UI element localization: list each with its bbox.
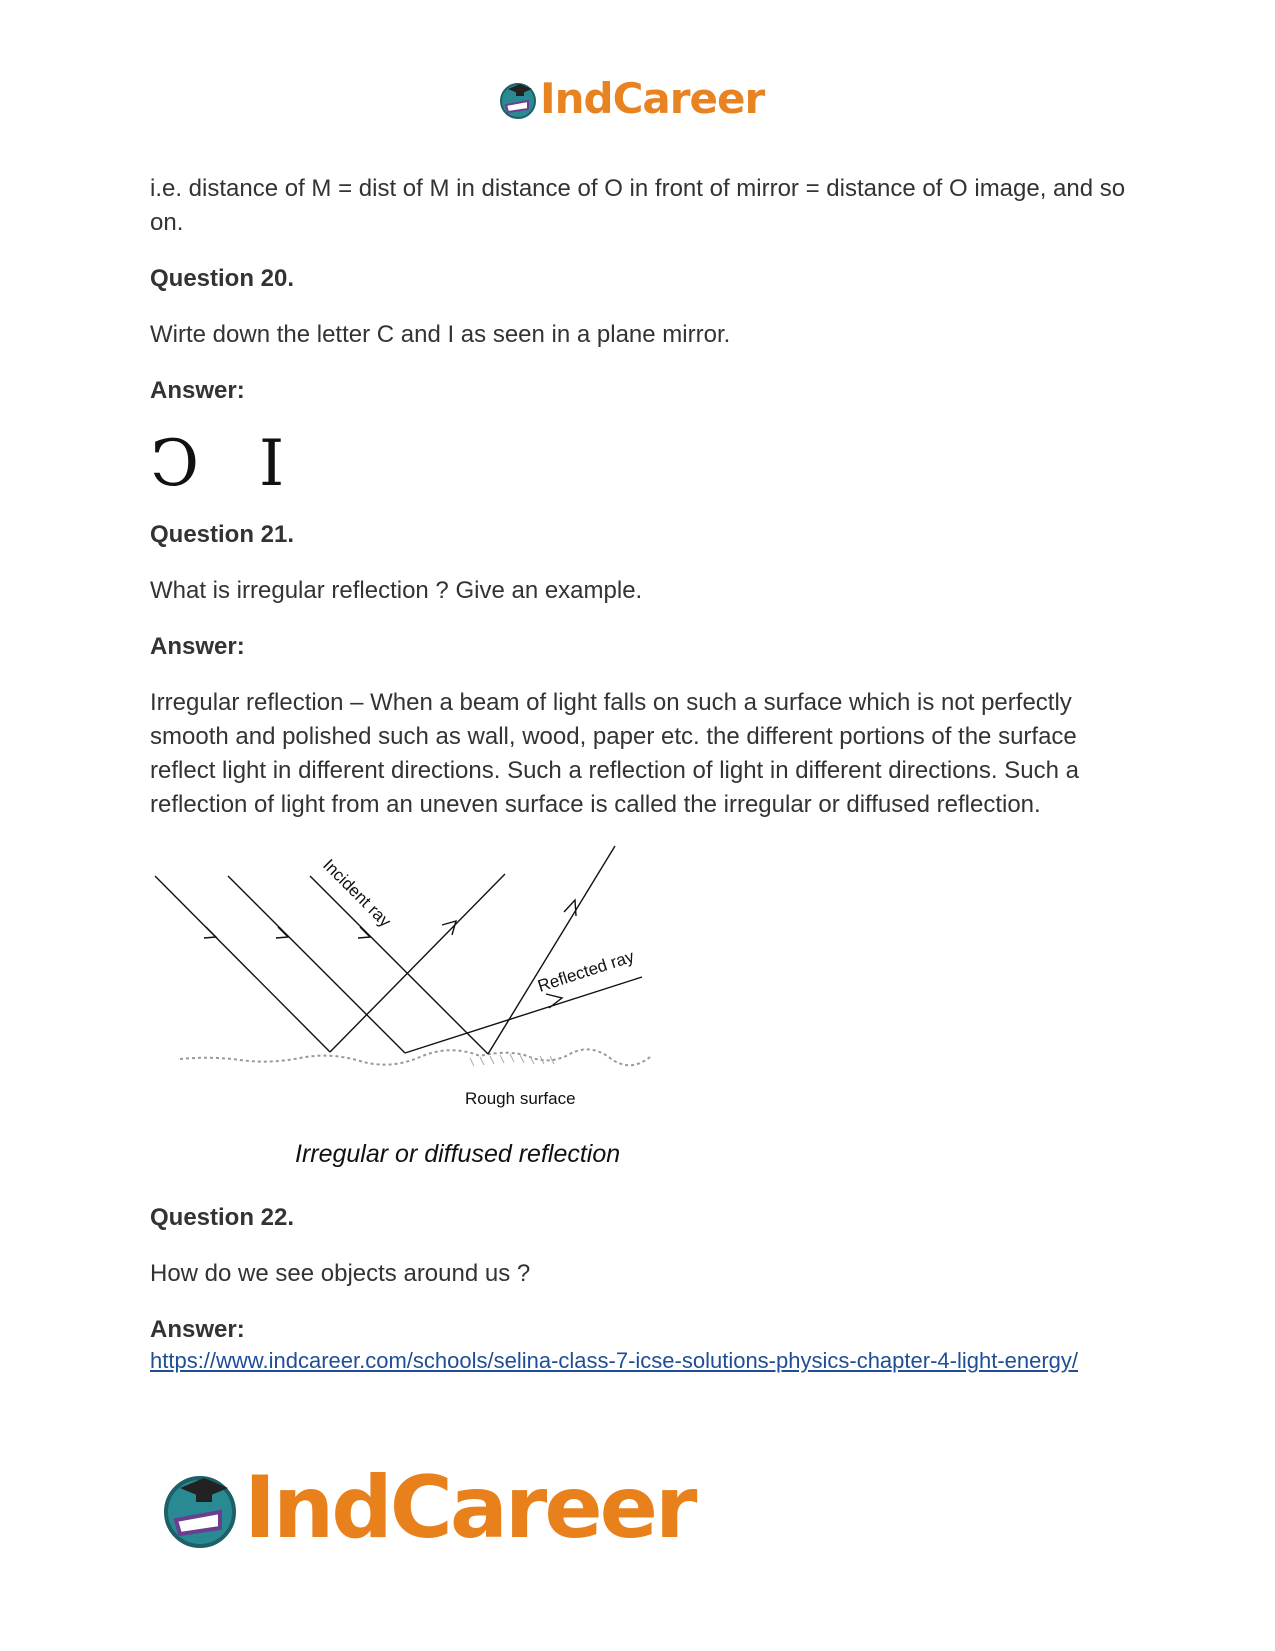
intro-text: i.e. distance of M = dist of M in distance of O in front of mirror = distance of O image, and so on. [150,175,1126,236]
indcareer-logo-top [498,74,765,123]
rough-surface-line [180,1049,650,1065]
mirror-letters [150,427,1130,501]
question-21-text: What is irregular reflection ? Give an example. [150,577,643,604]
question-21-answer-label: Answer: [150,633,245,660]
incident-ray-1 [155,876,330,1052]
mirror-letter-i: I [258,427,285,501]
graduation-globe-icon [498,79,538,119]
question-21-label: Question 21. [150,521,295,548]
question-22-text: How do we see objects around us ? [150,1260,531,1287]
reflected-ray-3 [488,846,615,1054]
incident-ray-label: Incident ray [319,855,395,931]
graduation-globe-icon [160,1468,240,1548]
question-20-answer-label: Answer: [150,377,245,404]
diagram-caption: Irregular or diffused reflection [295,1140,621,1168]
brand-name: IndCareer [540,74,765,123]
question-21-answer-text: Irregular reflection – When a beam of light falls on such a surface which is not perfectly smooth and polished such as wall, wood, paper etc. the different portions of the surface reflect light in different directions. Such a reflection of light in different directions. Such a reflection of light from an uneven surface is called the irregular or diffused reflection. [150,689,1079,818]
footer-url-link[interactable]: https://www.indcareer.com/schools/selina-class-7-icse-solutions-physics-chapter-4-light-energy/ [150,1348,1079,1373]
document-body [150,172,1130,1375]
mirror-letter-c: C [150,427,199,501]
question-22-label: Question 22. [150,1204,295,1231]
reflected-ray-label: Reflected ray [535,946,637,996]
question-22-answer-label: Answer: [150,1316,245,1343]
question-20-text: Wirte down the letter C and I as seen in a plane mirror. [150,321,731,348]
incident-arrow-3 [358,927,370,938]
incident-ray-3 [310,876,488,1054]
reflected-arrow-1 [442,921,456,935]
question-20-label: Question 20. [150,265,295,292]
indcareer-logo-bottom [160,1458,695,1558]
reflected-ray-2 [405,977,642,1053]
incident-arrow-2 [276,927,288,938]
rough-surface-label: Rough surface [465,1089,576,1108]
brand-name-large: IndCareer [244,1458,695,1558]
irregular-reflection-diagram [150,844,1130,1189]
